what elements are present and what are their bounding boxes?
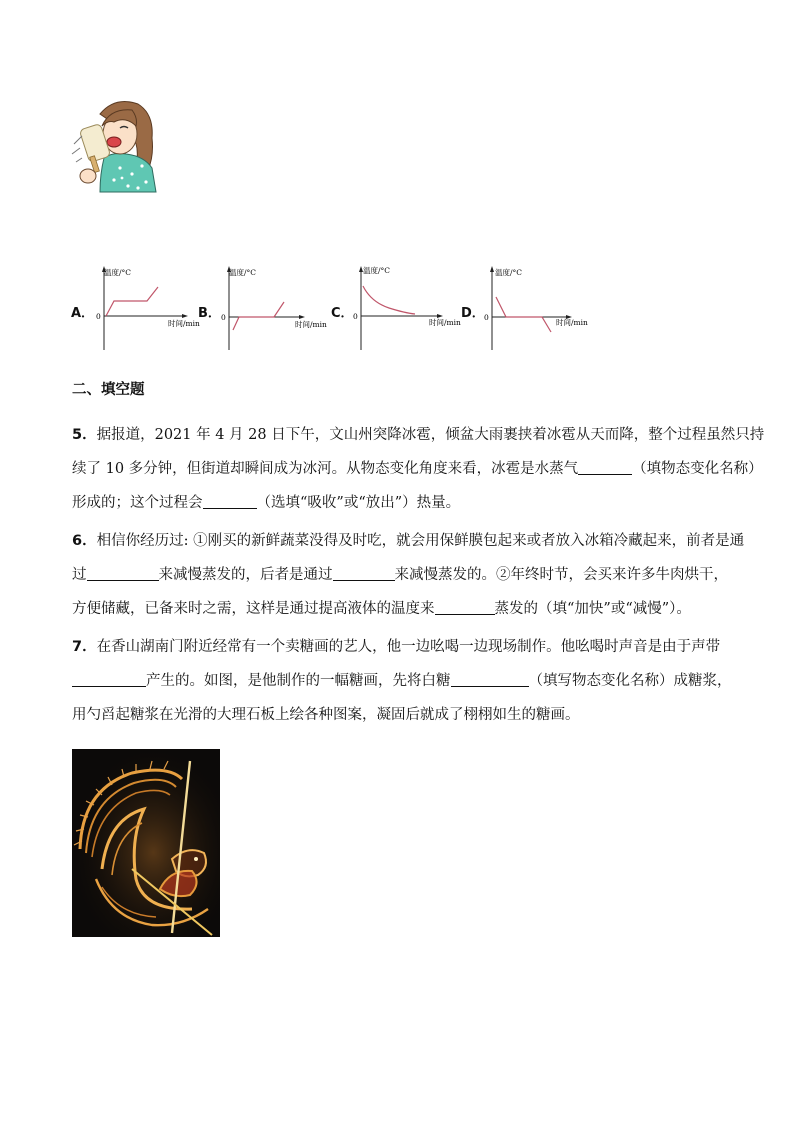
option-b-label: B． — [198, 306, 221, 321]
svg-text:时间/min: 时间/min — [429, 318, 461, 327]
svg-text:时间/min: 时间/min — [295, 320, 327, 329]
option-a-graph — [92, 264, 202, 354]
sugar-painting-photo — [72, 749, 220, 937]
svg-text:0: 0 — [484, 313, 489, 322]
option-a-label: A． — [71, 306, 95, 321]
answer-blank[interactable] — [87, 565, 159, 581]
girl-ice-pop-illustration — [70, 96, 162, 194]
question-6: 6．相信你经历过: ①刚买的新鲜蔬菜没得及时吃，就会用保鲜膜包起来或者放入冰箱冷藏起来，前者是通 过 来减慢蒸发的，后者是通过 来减慢蒸发的。②年终时节，会买来许多牛肉烘干， 方便储藏，已备来时之需，这样是通过提高液体的温度来 蒸发的（填“加快”或“减慢”）。 — [72, 533, 745, 617]
option-b-graph — [217, 264, 335, 354]
question-5: 5．据报道，2021 年 4 月 28 日下午，文山州突降冰雹，倾盆大雨裹挟着冰雹从天而降，整个过程虽然只持 续了 10 多分钟，但街道却瞬间成为冰河。从物态变化角度来看，冰雹是水蒸气 （填物态变化名称） 形成的；这个过程会 （选填“吸收”或“放出”）热量。 — [72, 427, 765, 511]
answer-blank[interactable] — [72, 671, 146, 687]
answer-blank[interactable] — [451, 671, 529, 687]
answer-blank[interactable] — [578, 459, 632, 475]
x-axis-label: 时间/min — [168, 319, 200, 328]
option-d-graph — [480, 264, 598, 354]
svg-text:时间/min: 时间/min — [556, 318, 588, 327]
option-c-label: C． — [331, 306, 354, 321]
answer-blank[interactable] — [203, 493, 257, 509]
origin-label: 0 — [96, 312, 101, 321]
svg-text:0: 0 — [353, 312, 358, 321]
svg-text:温度/°C: 温度/°C — [495, 268, 523, 277]
svg-text:温度/°C: 温度/°C — [363, 266, 391, 275]
question-7: 7．在香山湖南门附近经常有一个卖糖画的艺人，他一边吆喝一边现场制作。他吆喝时声音是由于声带 产生的。如图，是他制作的一幅糖画，先将白糖 （填写物态变化名称）成糖浆， 用勺舀起糖浆在光滑的大理石板上绘各种图案，凝固后就成了栩栩如生的糖画。 — [72, 639, 732, 723]
section-heading: 二、填空题 — [72, 382, 145, 398]
answer-blank[interactable] — [333, 565, 395, 581]
answer-blank[interactable] — [435, 599, 495, 615]
svg-text:0: 0 — [221, 313, 226, 322]
svg-text:温度/°C: 温度/°C — [229, 268, 257, 277]
y-axis-label: 温度/°C — [104, 268, 132, 277]
option-c-graph — [349, 264, 467, 354]
option-d-label: D． — [461, 306, 485, 321]
